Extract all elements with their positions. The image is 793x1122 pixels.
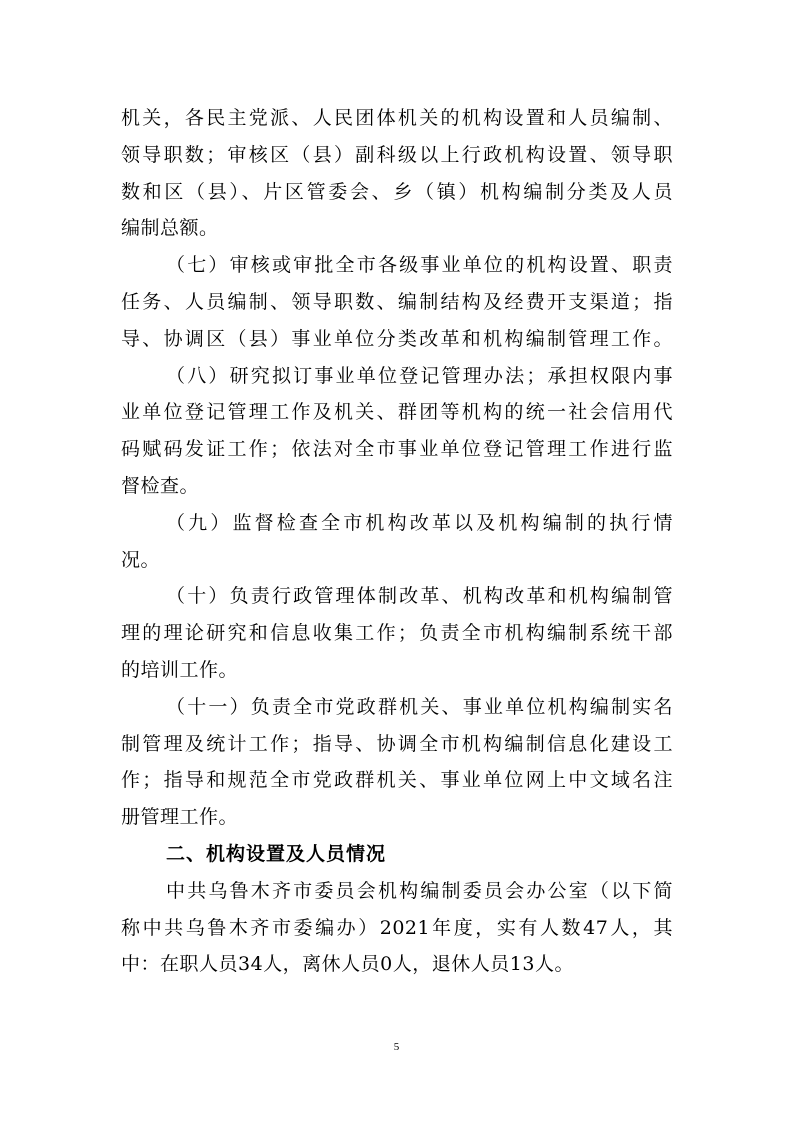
text-line: 称中共乌鲁木齐市委编办）2021年度，实有人数47人，其 — [121, 916, 673, 939]
text-line: 册管理工作。 — [121, 806, 239, 829]
text-line: 的培训工作。 — [121, 658, 239, 681]
text-line: 领导职数；审核区（县）副科级以上行政机构设置、领导职 — [121, 143, 673, 166]
section-heading: 二、机构设置及人员情况 — [166, 842, 387, 865]
text-line: 业单位登记管理工作及机关、群团等机构的统一社会信用代 — [121, 401, 673, 424]
text-line: 作；指导和规范全市党政群机关、事业单位网上中文域名注 — [121, 769, 673, 792]
text-line: 理的理论研究和信息收集工作；负责全市机构编制系统干部 — [121, 622, 673, 645]
page-number: 5 — [393, 1041, 400, 1053]
text-line: （十）负责行政管理体制改革、机构改革和机构编制管 — [166, 585, 673, 608]
text-line: 机关，各民主党派、人民团体机关的机构设置和人员编制、 — [121, 107, 673, 129]
text-line: （八）研究拟订事业单位登记管理办法；承担权限内事 — [166, 364, 673, 387]
text-line: 任务、人员编制、领导职数、编制结构及经费开支渠道；指 — [121, 290, 673, 313]
body-text — [121, 100, 673, 983]
text-line: 码赋码发证工作；依法对全市事业单位登记管理工作进行监 — [121, 438, 673, 461]
text-line: 督检查。 — [121, 474, 200, 497]
text-line: （九）监督检查全市机构改革以及机构编制的执行情 — [166, 511, 673, 534]
text-line: 编制总额。 — [121, 217, 219, 240]
text-line: 中：在职人员34人，离休人员0人，退休人员13人。 — [121, 953, 574, 976]
text-line: （十一）负责全市党政群机关、事业单位机构编制实名 — [166, 695, 673, 718]
text-line: 制管理及统计工作；指导、协调全市机构编制信息化建设工 — [121, 732, 673, 755]
text-line: 导、协调区（县）事业单位分类改革和机构编制管理工作。 — [121, 327, 673, 350]
text-line: 中共乌鲁木齐市委员会机构编制委员会办公室（以下简 — [166, 879, 673, 902]
text-line: （七）审核或审批全市各级事业单位的机构设置、职责 — [166, 254, 673, 277]
text-line: 数和区（县）、片区管委会、乡（镇）机构编制分类及人员 — [121, 180, 673, 203]
text-line: 况。 — [121, 548, 161, 571]
